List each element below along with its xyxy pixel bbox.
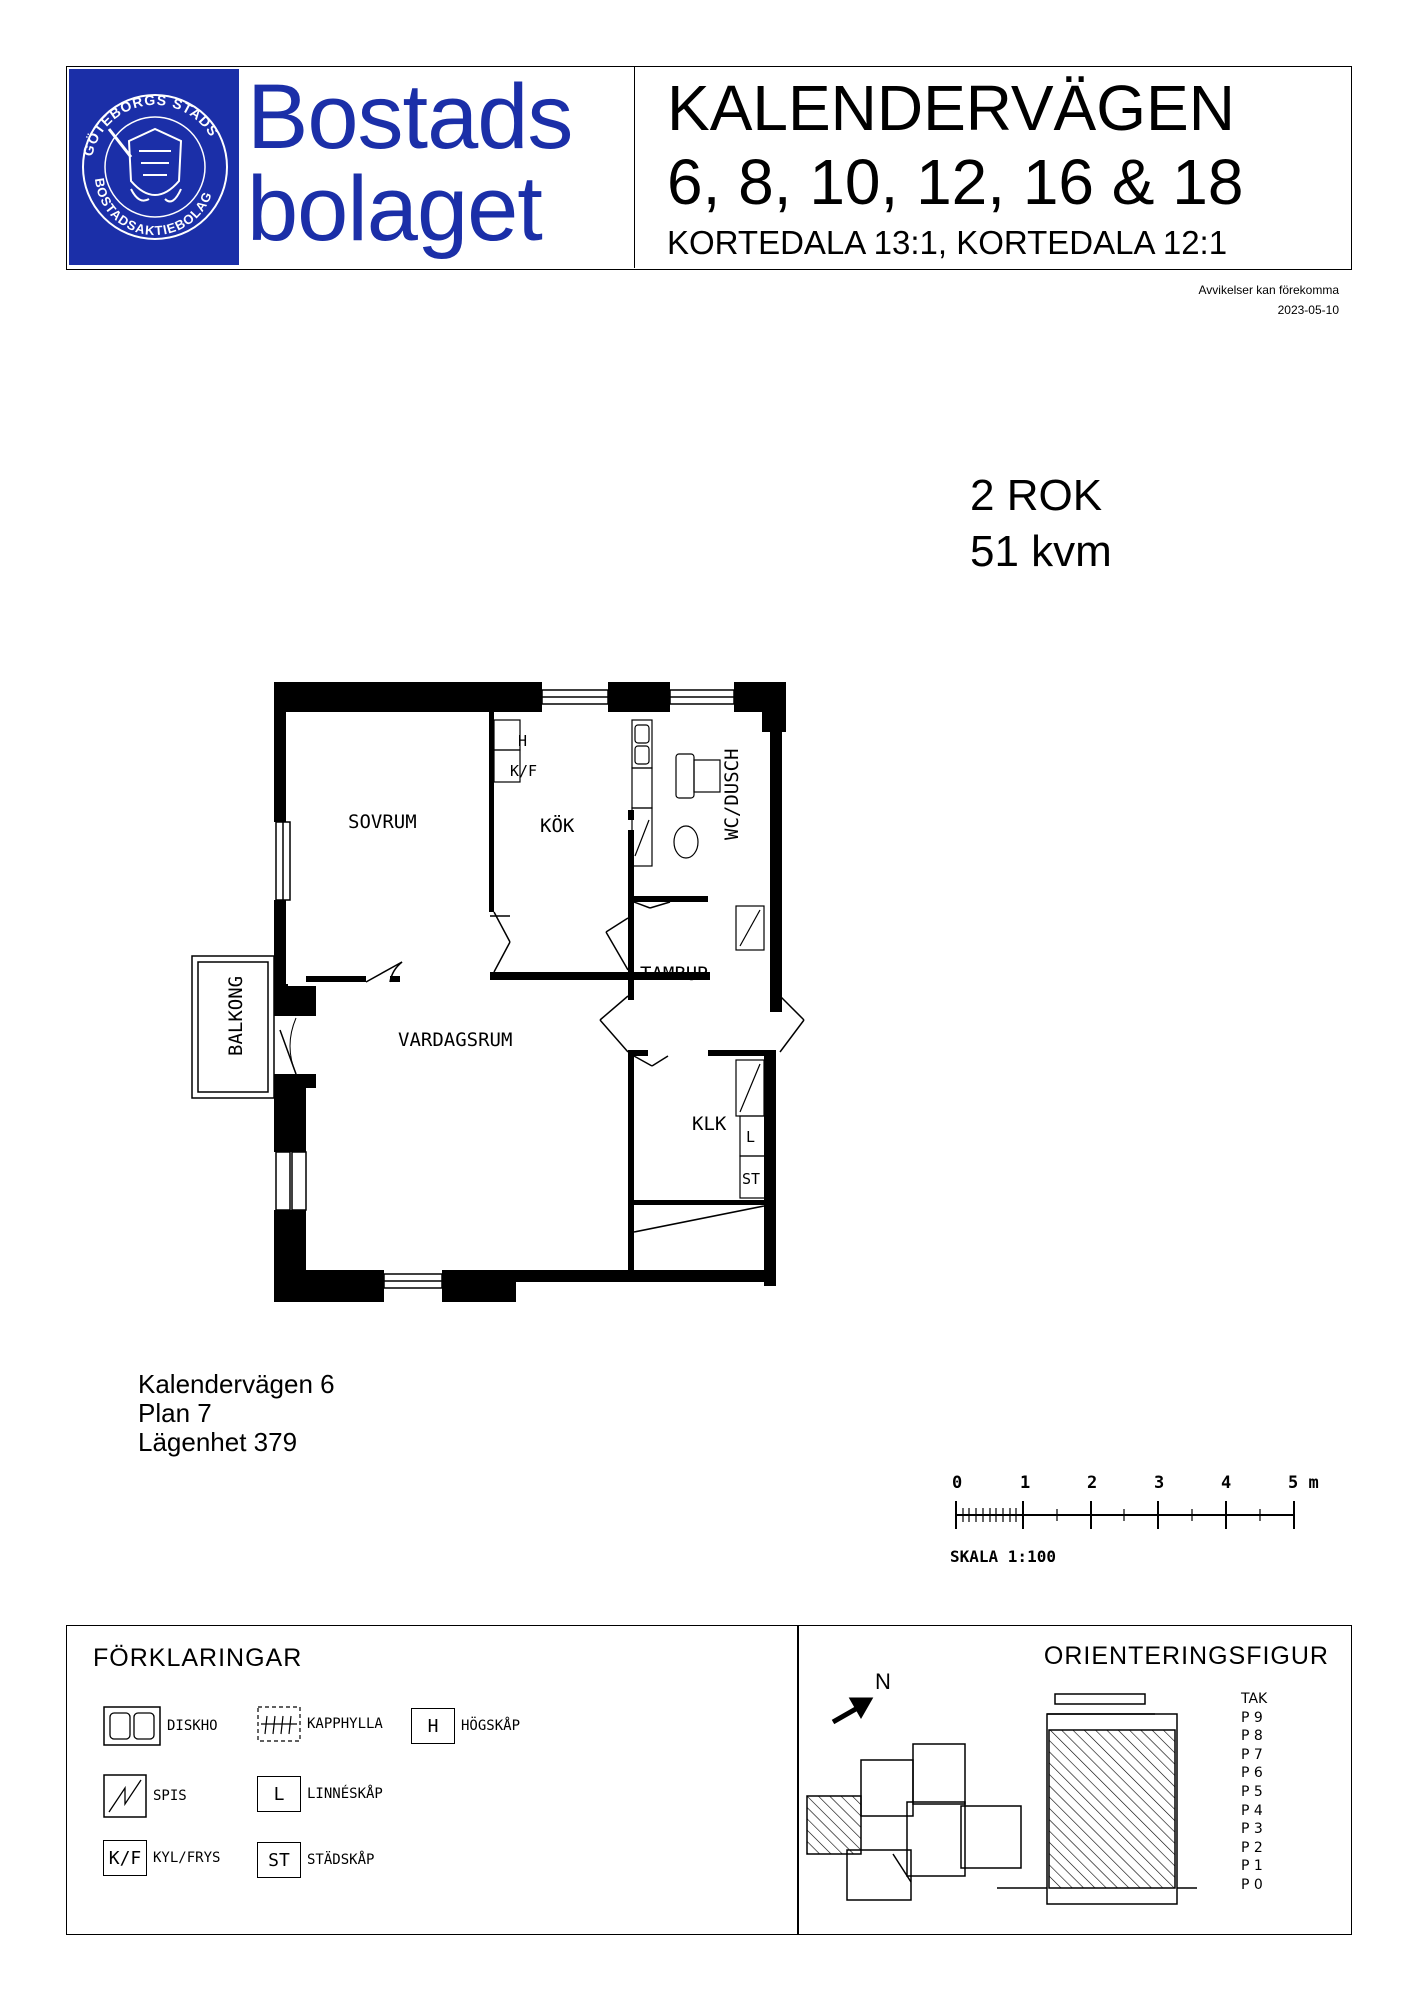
north-arrow-icon bbox=[833, 1700, 869, 1722]
tall-cabinet-icon: H bbox=[411, 1708, 455, 1744]
scale-tick-5: 5 m bbox=[1288, 1473, 1319, 1493]
title-property: KORTEDALA 13:1, KORTEDALA 12:1 bbox=[667, 224, 1228, 261]
apartment-summary bbox=[970, 468, 1112, 580]
logo bbox=[67, 67, 635, 268]
level-p7: P 7 bbox=[1241, 1746, 1263, 1763]
title-numbers: 6, 8, 10, 12, 16 & 18 bbox=[667, 146, 1244, 218]
fridge-freezer-icon: K/F bbox=[103, 1840, 147, 1876]
doors bbox=[366, 902, 804, 1232]
room-vardagsrum: VARDAGSRUM bbox=[398, 1029, 513, 1051]
fixture-st: ST bbox=[742, 1170, 761, 1188]
stove-icon bbox=[103, 1774, 147, 1818]
legend-panel bbox=[66, 1625, 1352, 1935]
seal-bottom-text: BOSTADSAKTIEBOLAG bbox=[91, 176, 216, 239]
seal-emblem-icon bbox=[69, 69, 239, 265]
address-unit: Lägenhet 379 bbox=[138, 1427, 298, 1457]
disclaimer-text: Avvikelser kan förekomma bbox=[1198, 283, 1339, 297]
header bbox=[66, 66, 1352, 270]
legend-spis bbox=[103, 1774, 187, 1818]
room-klk: KLK bbox=[692, 1113, 727, 1135]
room-kok: KÖK bbox=[540, 815, 575, 837]
apartment-area: 51 kvm bbox=[970, 527, 1112, 576]
legend-stadskap-label: STÄDSKÅP bbox=[307, 1852, 375, 1868]
scale-tick-2: 2 bbox=[1087, 1473, 1098, 1493]
windows bbox=[276, 690, 734, 1288]
legend-diskho-label: DISKHO bbox=[167, 1718, 218, 1734]
scale-tick-3: 3 bbox=[1154, 1473, 1165, 1493]
address-floor: Plan 7 bbox=[138, 1398, 212, 1428]
address-street: Kalendervägen 6 bbox=[138, 1369, 335, 1399]
legend-kylfrys bbox=[103, 1840, 220, 1876]
level-p3: P 3 bbox=[1241, 1821, 1263, 1838]
level-p9: P 9 bbox=[1241, 1709, 1263, 1726]
scale-bar bbox=[950, 1465, 1319, 1575]
building-section-figure bbox=[997, 1666, 1197, 1906]
linen-cabinet-icon: L bbox=[257, 1776, 301, 1812]
legend-kapphylla bbox=[257, 1706, 383, 1742]
address-block bbox=[138, 1370, 335, 1457]
floor-plan bbox=[180, 670, 820, 1290]
logo-word-line1: Bostads bbox=[247, 66, 573, 168]
level-p0: P 0 bbox=[1241, 1876, 1263, 1893]
sink-icon bbox=[103, 1706, 161, 1746]
legend-hogskap bbox=[411, 1708, 520, 1744]
scale-tick-0: 0 bbox=[952, 1473, 963, 1493]
legend-spis-label: SPIS bbox=[153, 1788, 187, 1804]
coat-shelf-icon bbox=[257, 1706, 301, 1742]
logo-wordmark bbox=[247, 67, 632, 267]
apartment-type: 2 ROK bbox=[970, 471, 1103, 520]
legend-stadskap bbox=[257, 1842, 374, 1878]
room-balkong: BALKONG bbox=[225, 975, 247, 1056]
fixture-l: L bbox=[746, 1128, 756, 1146]
level-p8: P 8 bbox=[1241, 1728, 1263, 1745]
legend-hogskap-label: HÖGSKÅP bbox=[461, 1718, 521, 1734]
room-sovrum: SOVRUM bbox=[348, 811, 417, 833]
scale-tick-1: 1 bbox=[1020, 1473, 1031, 1493]
legend-kapphylla-label: KAPPHYLLA bbox=[307, 1716, 383, 1732]
legend-linneskap bbox=[257, 1776, 383, 1812]
legend-diskho bbox=[103, 1706, 218, 1746]
logo-word-line2: bolaget bbox=[247, 158, 542, 260]
site-buildings bbox=[807, 1744, 1021, 1900]
level-p4: P 4 bbox=[1241, 1802, 1263, 1819]
legend-kylfrys-label: KYL/FRYS bbox=[153, 1850, 221, 1866]
level-p1: P 1 bbox=[1241, 1858, 1263, 1875]
level-p6: P 6 bbox=[1241, 1765, 1263, 1782]
room-wc: WC/DUSCH bbox=[721, 748, 743, 840]
legend-title: FÖRKLARINGAR bbox=[93, 1644, 303, 1672]
fixture-kf: K/F bbox=[510, 762, 538, 780]
title-block bbox=[667, 67, 1347, 268]
legend-linneskap-label: LINNÉSKÅP bbox=[307, 1786, 383, 1802]
fixture-h: H bbox=[518, 732, 528, 750]
room-tambur: TAMBUR bbox=[640, 963, 709, 985]
level-p5: P 5 bbox=[1241, 1783, 1263, 1800]
cleaning-cabinet-icon: ST bbox=[257, 1842, 301, 1878]
scale-ruler bbox=[956, 1501, 1294, 1529]
scale-tick-4: 4 bbox=[1221, 1473, 1232, 1493]
level-tak: TAK bbox=[1241, 1691, 1268, 1707]
title-street: KALENDERVÄGEN bbox=[667, 72, 1235, 144]
disclaimer bbox=[1199, 280, 1340, 320]
seal-top-text: GÖTEBORGS STADS bbox=[79, 91, 223, 158]
date-text: 2023-05-10 bbox=[1277, 303, 1339, 317]
level-list bbox=[1241, 1690, 1267, 1895]
scale-label: SKALA 1:100 bbox=[950, 1547, 1056, 1566]
north-label: N bbox=[875, 1669, 891, 1694]
level-p2: P 2 bbox=[1241, 1839, 1263, 1856]
orientation-title: ORIENTERINGSFIGUR bbox=[1043, 1642, 1329, 1670]
